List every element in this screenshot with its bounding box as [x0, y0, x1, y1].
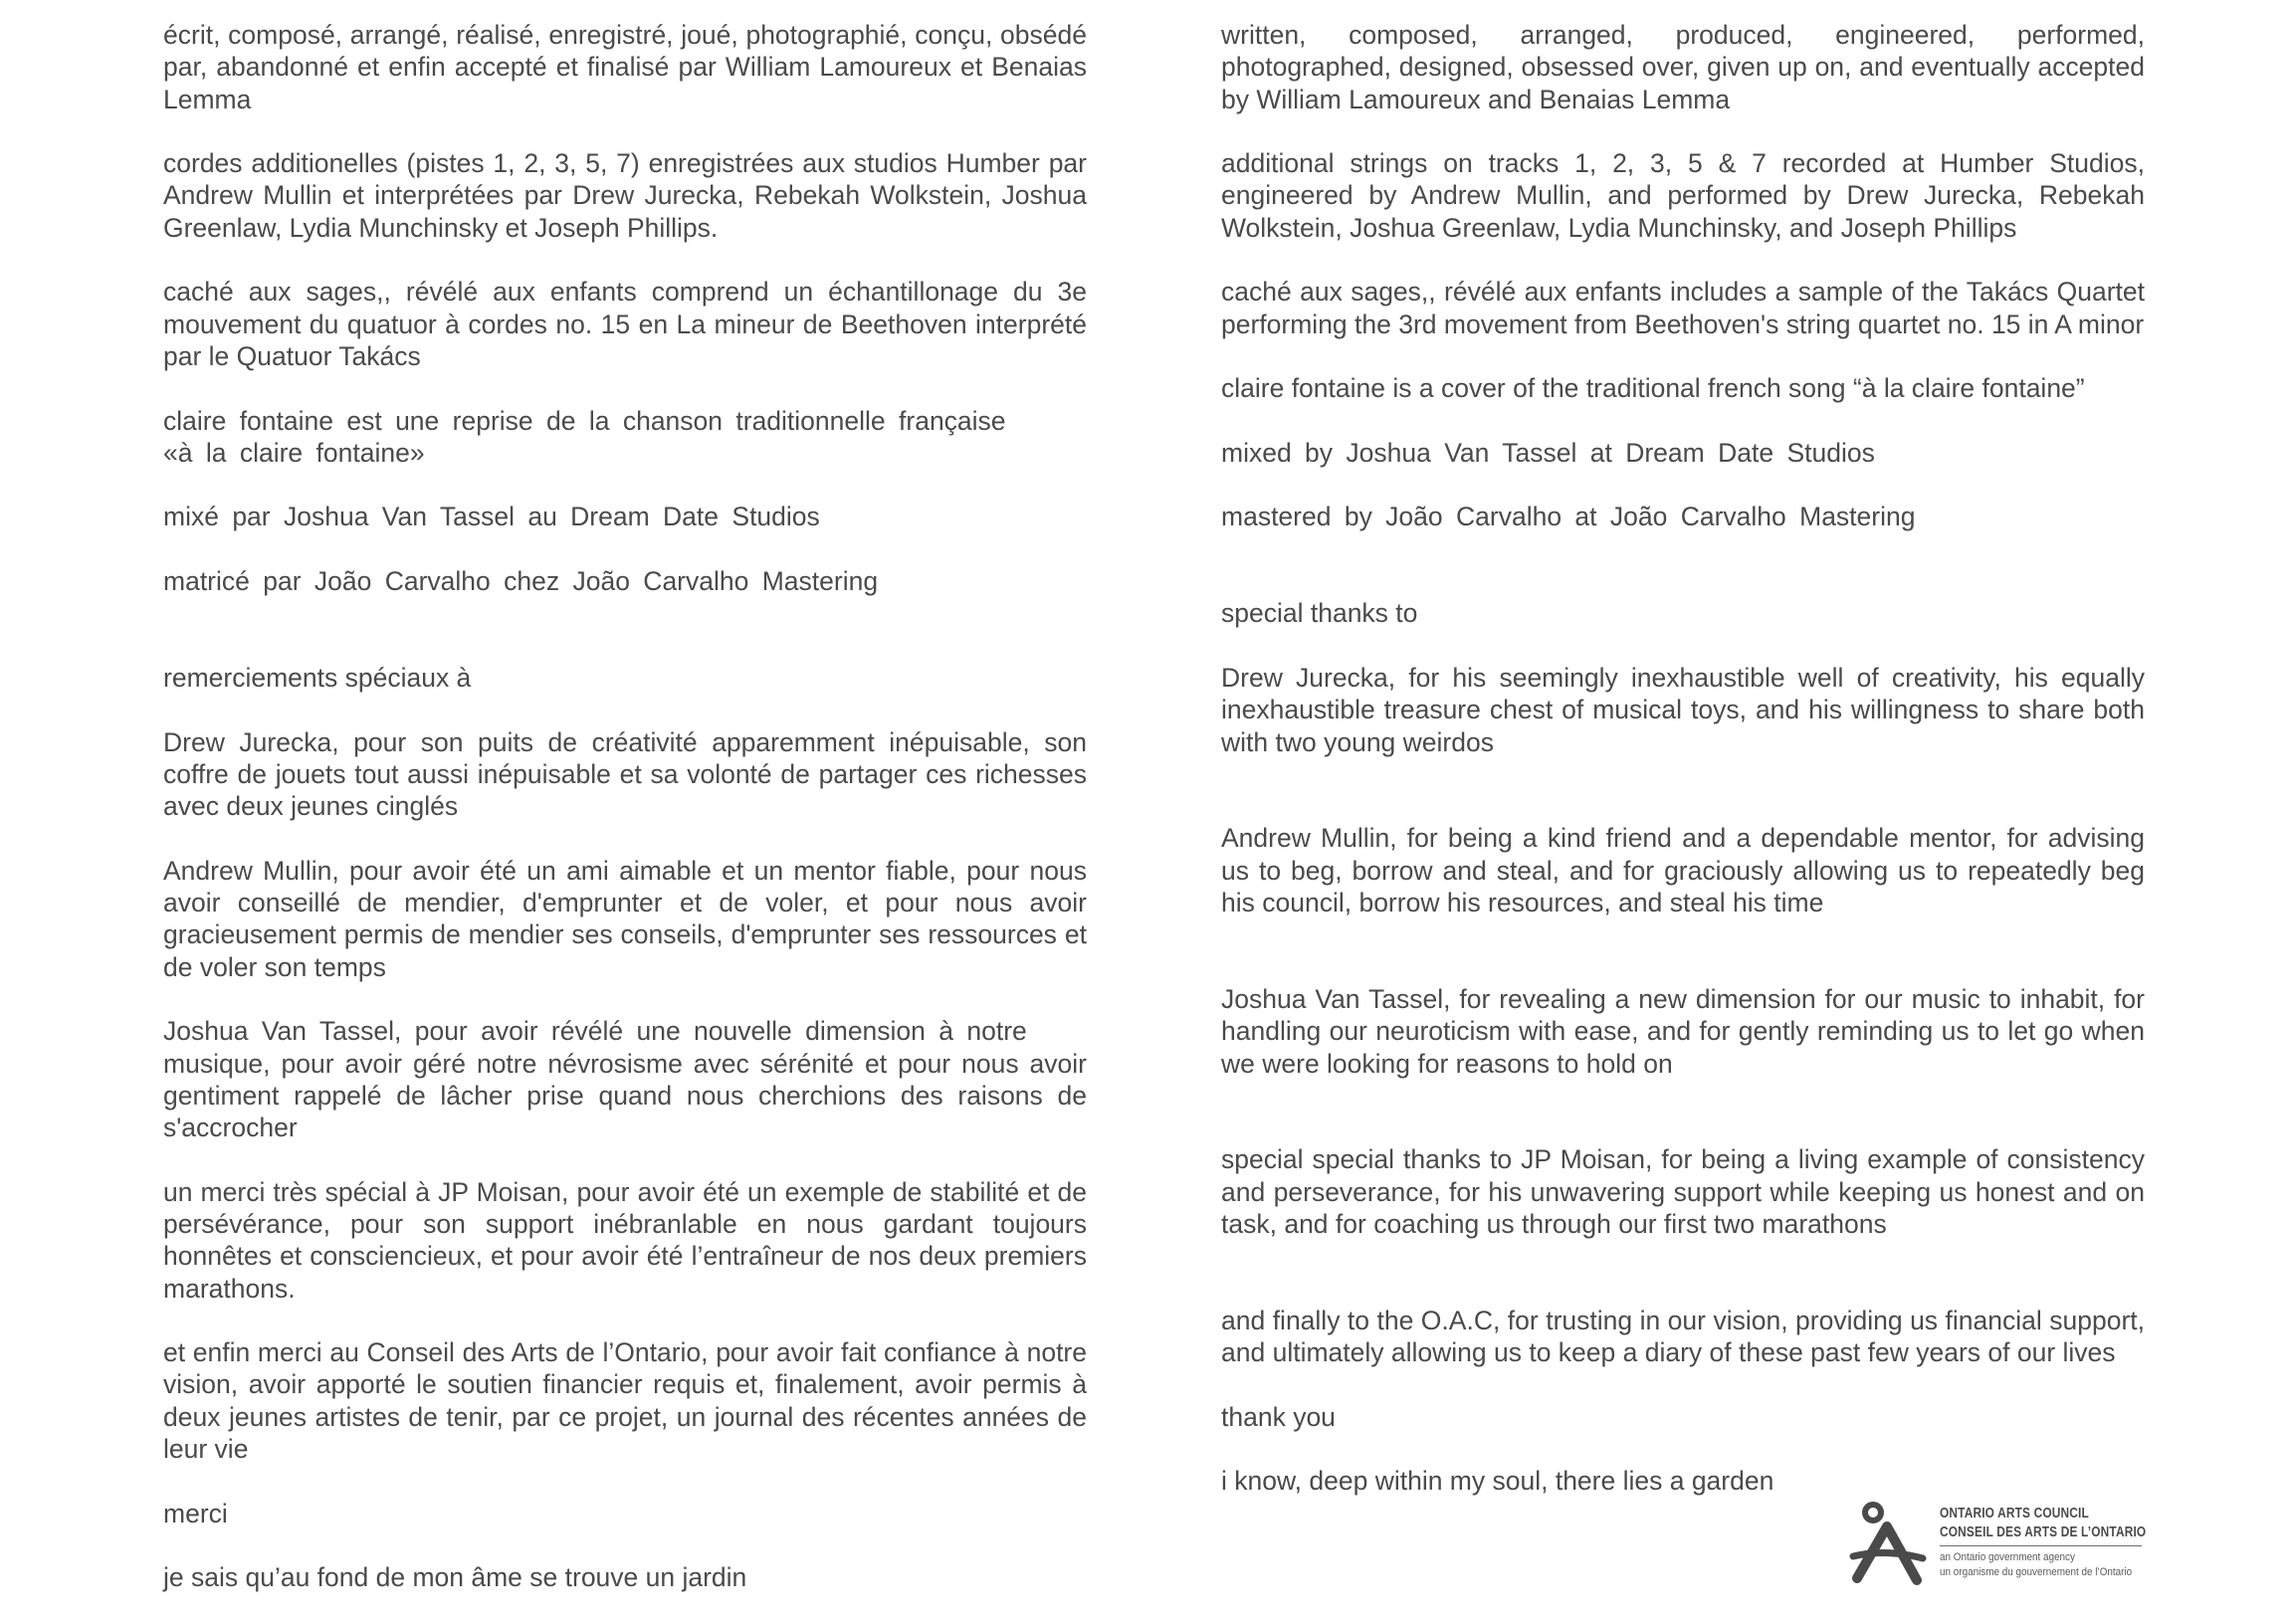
strings-en: additional strings on tracks 1, 2, 3, 5 & 7 recorded at Humber Studios, engineered by Andrew Mullin, and performed by Drew Jurecka, Rebekah Wolkstein, Joshua Greenlaw, Lydia Munchinsky, and Joseph Phillips	[1221, 148, 2145, 243]
cover-fr-line1: claire fontaine est une reprise de la chanson traditionnelle française	[163, 405, 1006, 436]
thanks-joshua-en: Joshua Van Tassel, for revealing a new dimension for our music to inhabit, for handling our neuroticism with ease, and for gently reminding us to let go when we were looking for reasons to hold on	[1221, 983, 2145, 1079]
thanks-jp-fr: un merci très spécial à JP Moisan, pour avoir été un exemple de stabilité et de persévérance, pour son support inébranlable en nous gardant toujours honnêtes et consciencieux, et pour avoir été l’entraîneur de nos deux premiers marathons.	[163, 1176, 1087, 1304]
oac-agency-en: an Ontario government agency	[1940, 1551, 2075, 1563]
sample-fr: caché aux sages,, révélé aux enfants comprend un échantillonage du 3e mouvement du quatuor à cordes no. 15 en La mineur de Beethoven interprété par le Quatuor Takács	[163, 277, 1087, 371]
french-column	[163, 19, 1087, 1594]
oac-logo	[1849, 1501, 2168, 1590]
mastered-en: mastered by João Carvalho at João Carvalho Mastering	[1221, 502, 1916, 532]
thanks-oac-en: and finally to the O.A.C, for trusting in our vision, providing us financial support, and ultimately allowing us to keep a diary of these past few years of our lives	[1221, 1305, 2145, 1368]
strings-fr: cordes additionelles (pistes 1, 2, 3, 5, 7) enregistrées aux studios Humber par Andrew Mullin et interprétées par Drew Jurecka, Rebekah Wolkstein, Joshua Greenlaw, Lydia Munchinsky et Joseph Phillips.	[163, 148, 1087, 243]
closing-en: i know, deep within my soul, there lies a garden	[1221, 1466, 1774, 1497]
oac-name-en: ONTARIO ARTS COUNCIL	[1940, 1506, 2089, 1522]
thanks-oac-fr: et enfin merci au Conseil des Arts de l’Ontario, pour avoir fait confiance à notre vision, avoir apporté le soutien financier requis et, finalement, avoir permis à deux jeunes artistes de tenir, par ce projet, un journal des récentes années de leur vie	[163, 1337, 1087, 1465]
thank-you: thank you	[1221, 1401, 1336, 1432]
mastered-fr: matricé par João Carvalho chez João Carvalho Mastering	[163, 566, 879, 597]
oac-divider	[1940, 1545, 2142, 1546]
english-column	[1221, 19, 2145, 1498]
thanks-heading-en: special thanks to	[1221, 598, 1418, 629]
thanks-heading-fr: remerciements spéciaux à	[163, 662, 472, 693]
oac-name-fr: CONSEIL DES ARTS DE L’ONTARIO	[1940, 1524, 2147, 1540]
thanks-jp-en: special special thanks to JP Moisan, for being a living example of consistency and perseverance, for his unwavering support while keeping us honest and on task, and for coaching us through our first two marathons	[1221, 1144, 2145, 1239]
thanks-drew-en: Drew Jurecka, for his seemingly inexhaustible well of creativity, his equally inexhaustible treasure chest of musical toys, and his willingness to share both with two young weirdos	[1221, 662, 2145, 757]
credits-en: written, composed, arranged, produced, engineered, performed, photographed, designed, obsessed over, given up on, and eventually accepted by William Lamoureux and Benaias Lemma	[1221, 20, 2145, 114]
thanks-joshua-fr-line1: Joshua Van Tassel, pour avoir révélé une nouvelle dimension à notre	[163, 1016, 1027, 1047]
mixed-en: mixed by Joshua Van Tassel at Dream Date Studios	[1221, 437, 1875, 468]
thanks-andrew-en: Andrew Mullin, for being a kind friend and a dependable mentor, for advising us to beg, borrow and steal, and for graciously allowing us to repeatedly beg his council, borrow his resources, and steal his time	[1221, 823, 2145, 918]
thanks-drew-fr: Drew Jurecka, pour son puits de créativité apparemment inépuisable, son coffre de jouets tout aussi inépuisable et sa volonté de partager ces richesses avec deux jeunes cinglés	[163, 726, 1087, 822]
thanks-joshua-fr-rest: musique, pour avoir géré notre névrosisme avec sérénité et pour nous avoir gentiment rappelé de lâcher prise quand nous cherchions des raisons de s'accrocher	[163, 1048, 1087, 1143]
cover-en: claire fontaine is a cover of the traditional french song “à la claire fontaine”	[1221, 373, 2085, 404]
thanks-andrew-fr: Andrew Mullin, pour avoir été un ami aimable et un mentor fiable, pour nous avoir conseillé de mendier, d'emprunter et de voler, et pour nous avoir gracieusement permis de mendier ses conseils, d'emprunter ses ressources et de voler son temps	[163, 855, 1087, 982]
mixed-fr: mixé par Joshua Van Tassel au Dream Date Studios	[163, 502, 820, 532]
cover-fr-line2: «à la claire fontaine»	[163, 437, 425, 468]
sample-en: caché aux sages,, révélé aux enfants includes a sample of the Takács Quartet performing the 3rd movement from Beethoven's string quartet no. 15 in A minor	[1221, 277, 2145, 339]
oac-agency-fr: un organisme du gouvernement de l’Ontario	[1940, 1566, 2133, 1578]
closing-fr: je sais qu’au fond de mon âme se trouve un jardin	[163, 1562, 747, 1593]
oac-logo-mark-icon	[1849, 1501, 1931, 1590]
credits-fr: écrit, composé, arrangé, réalisé, enregistré, joué, photographié, conçu, obsédé par, abandonné et enfin accepté et finalisé par William Lamoureux et Benaias Lemma	[163, 20, 1087, 114]
merci: merci	[163, 1498, 228, 1528]
